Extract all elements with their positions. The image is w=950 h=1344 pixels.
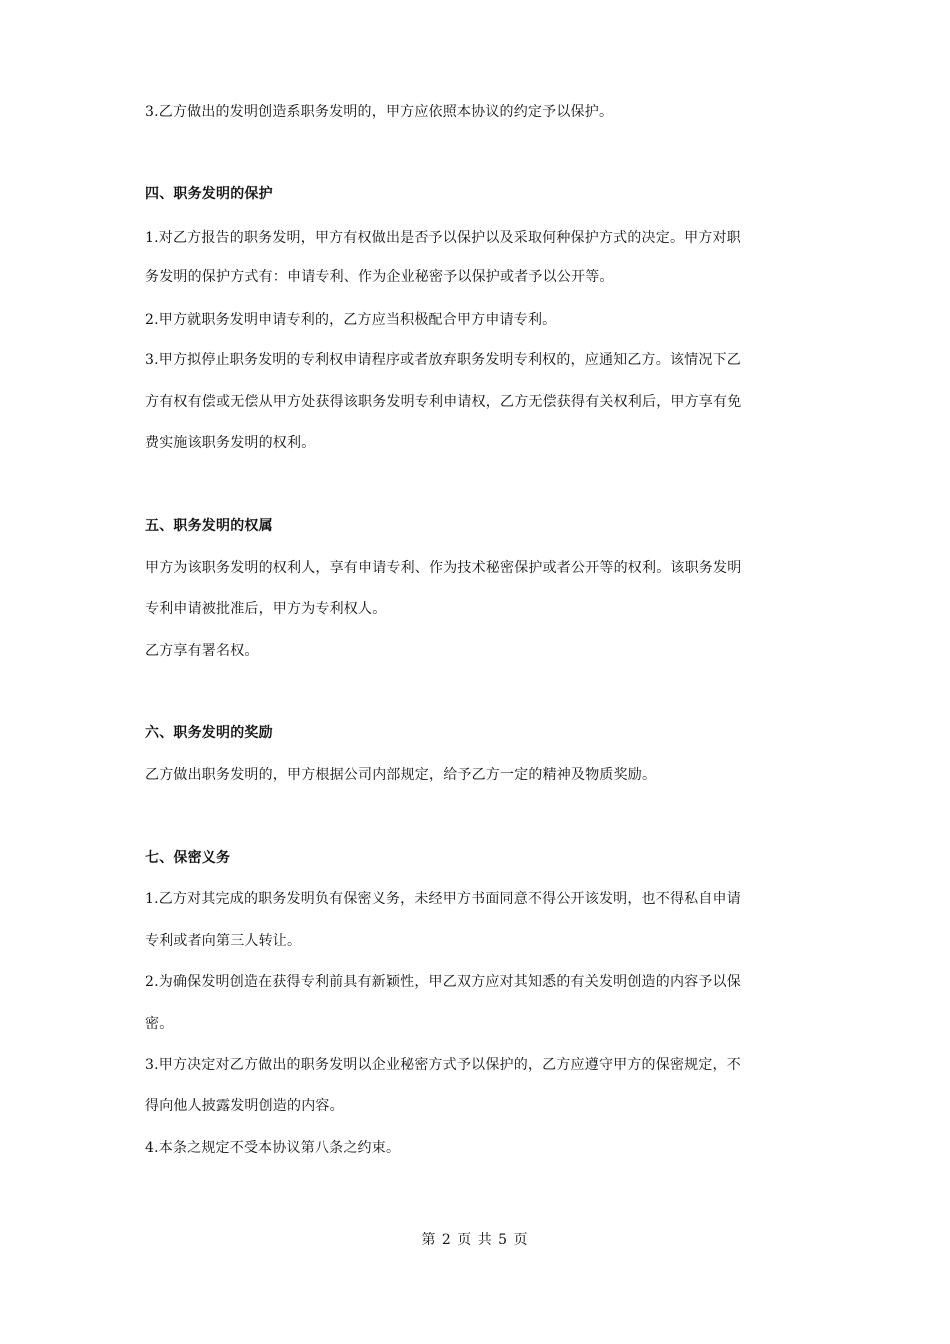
- paragraph-line: 专利申请被批准后，甲方为专利权人。: [145, 601, 387, 617]
- paragraph-line: 4.本条之规定不受本协议第八条之约束。: [145, 1140, 401, 1156]
- section-heading: 七、保密义务: [145, 850, 231, 866]
- paragraph-line: 费实施该职务发明的权利。: [145, 435, 316, 451]
- section-heading: 五、职务发明的权属: [145, 518, 273, 534]
- paragraph-line: 乙方享有署名权。: [145, 643, 259, 659]
- paragraph-line: 3.乙方做出的发明创造系职务发明的，甲方应依照本协议的约定予以保护。: [145, 104, 614, 120]
- paragraph-line: 乙方做出职务发明的，甲方根据公司内部规定，给予乙方一定的精神及物质奖励。: [145, 767, 657, 783]
- paragraph-line: 3.甲方决定对乙方做出的职务发明以企业秘密方式予以保护的，乙方应遵守甲方的保密规定，不: [145, 1057, 741, 1073]
- section-heading: 四、职务发明的保护: [145, 186, 273, 202]
- paragraph-line: 3.甲方拟停止职务发明的专利权申请程序或者放弃职务发明专利权的，应通知乙方。该情况下乙: [145, 352, 741, 368]
- paragraph-line: 1.乙方对其完成的职务发明负有保密义务，未经甲方书面同意不得公开该发明，也不得私自申请: [145, 891, 741, 907]
- page-number-footer: 第 2 页 共 5 页: [421, 1232, 529, 1248]
- paragraph-line: 得向他人披露发明创造的内容。: [145, 1098, 344, 1114]
- paragraph-line: 2.为确保发明创造在获得专利前具有新颖性，甲乙双方应对其知悉的有关发明创造的内容予以保: [145, 974, 741, 990]
- paragraph-line: 1.对乙方报告的职务发明，甲方有权做出是否予以保护以及采取何种保护方式的决定。甲方对职: [145, 230, 741, 246]
- paragraph-line: 甲方为该职务发明的权利人，享有申请专利、作为技术秘密保护或者公开等的权利。该职务发明: [145, 560, 742, 576]
- paragraph-line: 专利或者向第三人转让。: [145, 933, 302, 949]
- paragraph-line: 2.甲方就职务发明申请专利的，乙方应当积极配合甲方申请专利。: [145, 312, 557, 328]
- section-heading: 六、职务发明的奖励: [145, 725, 273, 741]
- paragraph-line: 方有权有偿或无偿从甲方处获得该职务发明专利申请权，乙方无偿获得有关权利后，甲方享有免: [145, 394, 742, 410]
- paragraph-line: 务发明的保护方式有：申请专利、作为企业秘密予以保护或者予以公开等。: [145, 269, 614, 285]
- paragraph-line: 密。: [145, 1016, 174, 1032]
